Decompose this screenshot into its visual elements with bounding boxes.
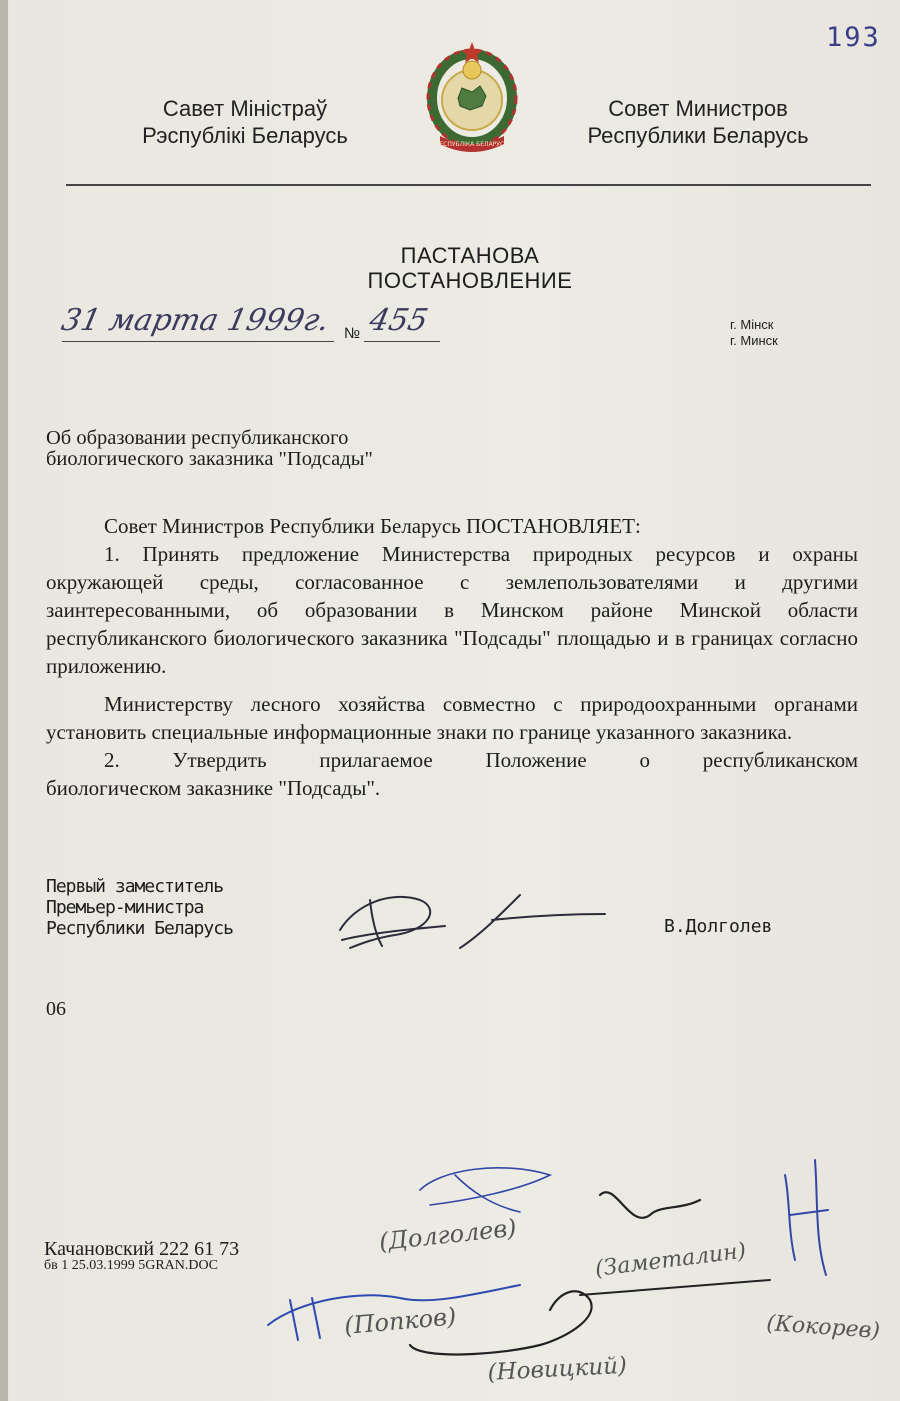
executor-file-ref: бв 1 25.03.1999 5GRAN.DOC [44,1258,218,1273]
header-ru-line2: Республики Беларусь [587,123,809,148]
header-by-line2: Рэспублікі Беларусь [142,123,348,148]
visa-popkov: (Попков) [343,1302,458,1340]
visa-novitsky: (Новицкий) [486,1352,628,1386]
main-signature [340,895,605,948]
position-line3: Республики Беларусь [46,918,233,939]
handwritten-date: 31 марта 1999г. [58,303,333,338]
visa-kokorev: (Кокорев) [765,1311,881,1344]
header-by-line1: Савет Міністраў [162,96,328,121]
handwritten-number: 455 [366,303,431,338]
number-sign: № [344,325,361,342]
signatory-name: В.Долголев [664,916,773,937]
executor-name-phone: Качановский 222 61 73 [44,1238,240,1260]
emblem-ribbon-text: РЕСПУБЛІКА БЕЛАРУСЬ [435,141,509,148]
subject-line2: биологического заказника "Подсады" [46,448,373,470]
title-belarusian: ПАСТАНОВА [400,243,540,268]
visa-zametalin: (Заметалин) [593,1238,748,1282]
position-line1: Первый заместитель [46,876,224,897]
body-item-1b: Министерству лесного хозяйства совместно с природоохранными органами установить специальные информационные знаки по границе указанного заказника. [46,692,858,744]
document-code: 06 [46,998,66,1020]
city-russian: г. Минск [730,333,778,348]
body-item-2-line1: 2. Утвердить прилагаемое Положение о республиканском [104,748,858,772]
city-belarusian: г. Мінск [730,317,774,332]
body-item-2-line2: биологическом заказнике "Подсады". [46,776,381,800]
title-russian: ПОСТАНОВЛЕНИЕ [367,268,573,293]
subject-line1: Об образовании республиканского [46,427,349,449]
body-item-1: 1. Принять предложение Министерства природных ресурсов и охраны окружающей среды, согласованное с землепользователями и другими заинтересованными, об образовании в Минском районе Минской области республиканского биологического заказника "Подсады" площадью и в границах согласно приложению. [46,542,858,678]
header-ru-line1: Совет Министров [608,96,788,121]
position-line2: Премьер-министра [46,897,204,918]
visa-dolgolev: (Долголев) [377,1213,518,1256]
archive-page-number: 193 [826,22,881,53]
body-intro: Совет Министров Республики Беларусь ПОСТАНОВЛЯЕТ: [104,514,641,538]
